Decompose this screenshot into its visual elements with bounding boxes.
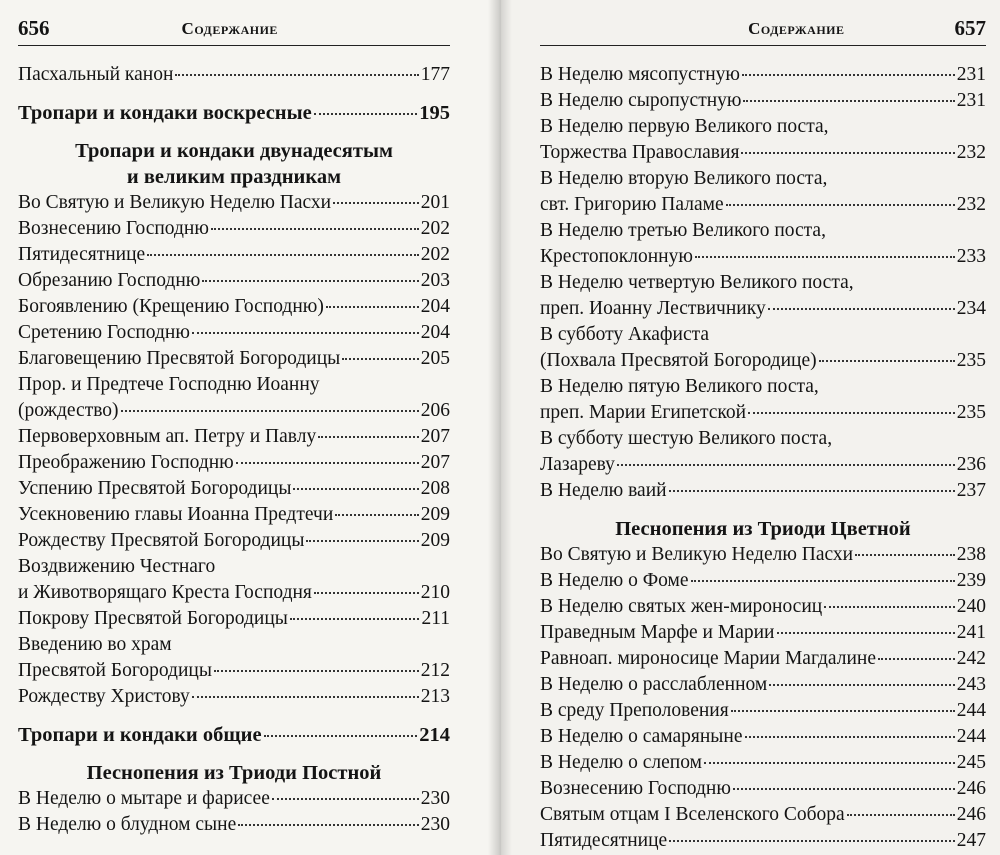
section-heading: Тропари и кондаки двунадесятым xyxy=(75,140,393,162)
dot-leader xyxy=(192,696,419,698)
toc-entry: Крестопоклонную 233 xyxy=(540,246,986,267)
dot-leader xyxy=(669,490,955,492)
toc-entry: и Животворящаго Креста Господня 210 xyxy=(18,582,450,603)
toc-entry-line: В Неделю первую Великого поста, xyxy=(540,116,829,137)
section-heading: и великим праздникам xyxy=(126,166,342,188)
dot-leader xyxy=(238,824,419,826)
section-heading: Песнопения из Триоди Постной xyxy=(86,762,382,784)
toc-entry: Во Святую и Великую Неделю Пасхи 201 xyxy=(18,192,450,213)
toc-entry: В Неделю о слепом 245 xyxy=(540,752,986,773)
page-number: 657 xyxy=(954,16,986,40)
dot-leader xyxy=(878,658,955,660)
toc-entry-line: В субботу шестую Великого поста, xyxy=(540,428,833,449)
running-title: Содержание xyxy=(748,18,845,38)
dot-leader xyxy=(768,308,955,310)
toc-entry: Праведным Марфе и Марии 241 xyxy=(540,622,986,643)
toc-entry: Равноап. мироносице Марии Магдалине 242 xyxy=(540,648,986,669)
toc-entry: (рождество) 206 xyxy=(18,400,450,421)
toc-entry: Благовещению Пресвятой Богородицы 205 xyxy=(18,348,450,369)
dot-leader xyxy=(769,684,955,686)
book-gutter xyxy=(488,0,512,855)
dot-leader xyxy=(742,74,955,76)
dot-leader xyxy=(748,412,955,414)
dot-leader xyxy=(264,735,418,737)
right-running-head xyxy=(540,12,986,46)
running-title: Содержание xyxy=(181,18,278,38)
dot-leader xyxy=(293,488,418,490)
toc-entry: Пятидесятнице 247 xyxy=(540,830,986,851)
toc-entry: Тропари и кондаки воскресные 195 xyxy=(18,102,450,124)
dot-leader xyxy=(745,736,955,738)
toc-entry: Богоявлению (Крещению Господню) 204 xyxy=(18,296,450,317)
toc-entry: В Неделю о Фоме 239 xyxy=(540,570,986,591)
dot-leader xyxy=(314,113,418,115)
toc-entry: В Неделю мясопустную 231 xyxy=(540,64,986,85)
dot-leader xyxy=(214,670,419,672)
toc-entry-line: Введению во храм xyxy=(18,634,172,655)
toc-entry: Лазареву 236 xyxy=(540,454,986,475)
toc-entry: Святым отцам I Вселенского Собора 246 xyxy=(540,804,986,825)
dot-leader xyxy=(617,464,955,466)
dot-leader xyxy=(306,540,418,542)
dot-leader xyxy=(855,554,955,556)
toc-entry-line: В Неделю четвертую Великого поста, xyxy=(540,272,854,293)
dot-leader xyxy=(211,228,419,230)
toc-entry-line: Прор. и Предтече Господню Иоанну xyxy=(18,374,320,395)
toc-entry: В Неделю о блудном сыне 230 xyxy=(18,814,450,835)
toc-entry-line: В Неделю вторую Великого поста, xyxy=(540,168,828,189)
dot-leader xyxy=(731,710,955,712)
toc-entry: Первоверховным ап. Петру и Павлу 207 xyxy=(18,426,450,447)
toc-entry: Преображению Господню 207 xyxy=(18,452,450,473)
toc-entry: Успению Пресвятой Богородицы 208 xyxy=(18,478,450,499)
toc-entry: В Неделю о расслабленном 243 xyxy=(540,674,986,695)
dot-leader xyxy=(743,100,954,102)
dot-leader xyxy=(272,798,419,800)
dot-leader xyxy=(333,202,419,204)
toc-entry: Торжества Православия 232 xyxy=(540,142,986,163)
dot-leader xyxy=(691,580,955,582)
dot-leader xyxy=(192,332,419,334)
toc-entry: Пасхальный канон 177 xyxy=(18,64,450,85)
toc-entry: В Неделю святых жен-мироносиц 240 xyxy=(540,596,986,617)
dot-leader xyxy=(290,618,420,620)
dot-leader xyxy=(704,762,955,764)
toc-entry: свт. Григорию Паламе 232 xyxy=(540,194,986,215)
dot-leader xyxy=(741,152,954,154)
dot-leader xyxy=(335,514,418,516)
dot-leader xyxy=(342,358,419,360)
toc-entry: В Неделю о самаряныне 244 xyxy=(540,726,986,747)
toc-entry: В Неделю о мытаре и фарисее 230 xyxy=(18,788,450,809)
dot-leader xyxy=(175,74,418,76)
toc-entry: Сретению Господню 204 xyxy=(18,322,450,343)
toc-entry-line: В Неделю третью Великого поста, xyxy=(540,220,826,241)
dot-leader xyxy=(695,256,955,258)
toc-entry: (Похвала Пресвятой Богородице) 235 xyxy=(540,350,986,371)
dot-leader xyxy=(314,592,419,594)
toc-entry: В Неделю сыропустную 231 xyxy=(540,90,986,111)
dot-leader xyxy=(733,788,955,790)
toc-entry: Тропари и кондаки общие 214 xyxy=(18,724,450,746)
toc-entry-line: В субботу Акафиста xyxy=(540,324,710,345)
toc-entry: преп. Марии Египетской 235 xyxy=(540,402,986,423)
toc-entry: Рождеству Христову 213 xyxy=(18,686,450,707)
toc-entry: Пятидесятнице 202 xyxy=(18,244,450,265)
toc-entry: Вознесению Господню 202 xyxy=(18,218,450,239)
toc-entry-line: В Неделю пятую Великого поста, xyxy=(540,376,819,397)
page-number: 656 xyxy=(18,16,50,40)
dot-leader xyxy=(121,410,419,412)
toc-entry: В Неделю ваий 237 xyxy=(540,480,986,501)
toc-entry-line: Воздвижению Честнаго xyxy=(18,556,216,577)
toc-left xyxy=(18,62,450,838)
dot-leader xyxy=(202,280,418,282)
toc-entry: Обрезанию Господню 203 xyxy=(18,270,450,291)
left-running-head xyxy=(18,12,450,46)
toc-entry: Рождеству Пресвятой Богородицы 209 xyxy=(18,530,450,551)
toc-entry: В среду Преполовения 244 xyxy=(540,700,986,721)
dot-leader xyxy=(147,254,419,256)
toc-entry: Пресвятой Богородицы 212 xyxy=(18,660,450,681)
toc-entry: Усекновению главы Иоанна Предтечи 209 xyxy=(18,504,450,525)
right-page xyxy=(500,0,1000,855)
dot-leader xyxy=(318,436,419,438)
toc-entry: Вознесению Господню 246 xyxy=(540,778,986,799)
dot-leader xyxy=(777,632,955,634)
dot-leader xyxy=(819,360,955,362)
dot-leader xyxy=(669,840,955,842)
toc-entry: преп. Иоанну Лествичнику 234 xyxy=(540,298,986,319)
dot-leader xyxy=(847,814,955,816)
section-heading: Песнопения из Триоди Цветной xyxy=(615,518,911,540)
toc-right xyxy=(540,62,986,854)
dot-leader xyxy=(326,306,419,308)
toc-entry: Покрову Пресвятой Богородицы 211 xyxy=(18,608,450,629)
dot-leader xyxy=(726,204,955,206)
toc-entry: Во Святую и Великую Неделю Пасхи 238 xyxy=(540,544,986,565)
dot-leader xyxy=(236,462,419,464)
dot-leader xyxy=(824,606,955,608)
